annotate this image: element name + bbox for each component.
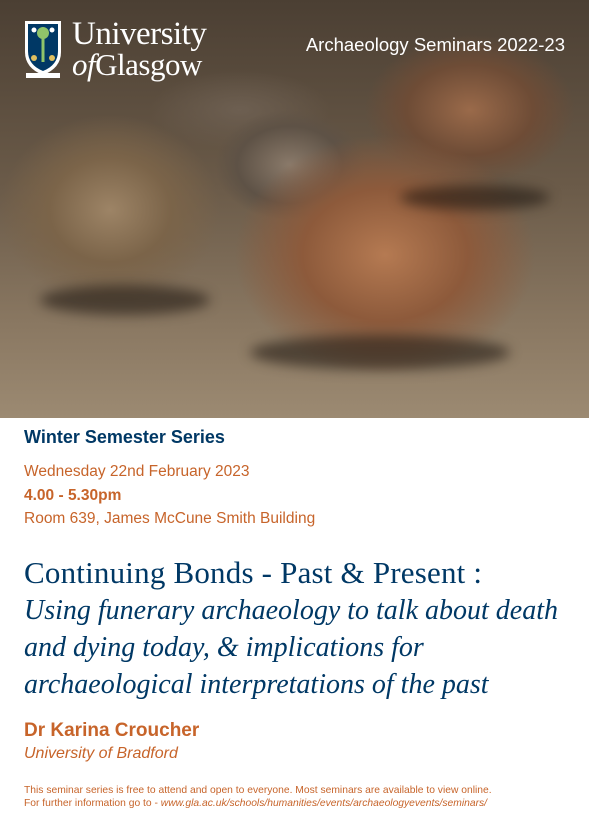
university-crest-icon [22, 18, 64, 78]
talk-subtitle: Using funerary archaeology to talk about death and dying today, & implications for archaeological interpretations of the past [24, 595, 558, 700]
semester-heading: Winter Semester Series [24, 427, 225, 447]
talk-title: Continuing Bonds - Past & Present : [24, 555, 483, 590]
footer-note: This seminar series is free to attend and open to everyone. Most seminars are available to view online. [24, 785, 492, 796]
footer-info-prefix: For further information go to - [24, 798, 161, 809]
wordmark-of: of [72, 47, 96, 82]
shadow-right [400, 185, 550, 210]
wordmark-glasgow: Glasgow [95, 47, 202, 82]
event-date: Wednesday 22nd February 2023 [24, 463, 250, 480]
shadow-left [40, 285, 210, 315]
event-time: 4.00 - 5.30pm [24, 487, 122, 504]
university-logo[interactable] [22, 18, 206, 80]
series-title: Archaeology Seminars 2022-23 [305, 34, 565, 55]
event-location: Room 639, James McCune Smith Building [24, 510, 316, 527]
speaker-affiliation: University of Bradford [24, 745, 178, 762]
shadow-center [250, 335, 510, 370]
footer-info [24, 798, 487, 809]
wordmark-university: University [72, 16, 207, 52]
wordmark-of-glasgow [72, 49, 206, 80]
seminars-link[interactable]: www.gla.ac.uk/schools/humanities/events/archaeologyevents/seminars/ [160, 798, 488, 809]
university-wordmark [72, 18, 206, 80]
speaker-name: Dr Karina Croucher [24, 720, 200, 741]
